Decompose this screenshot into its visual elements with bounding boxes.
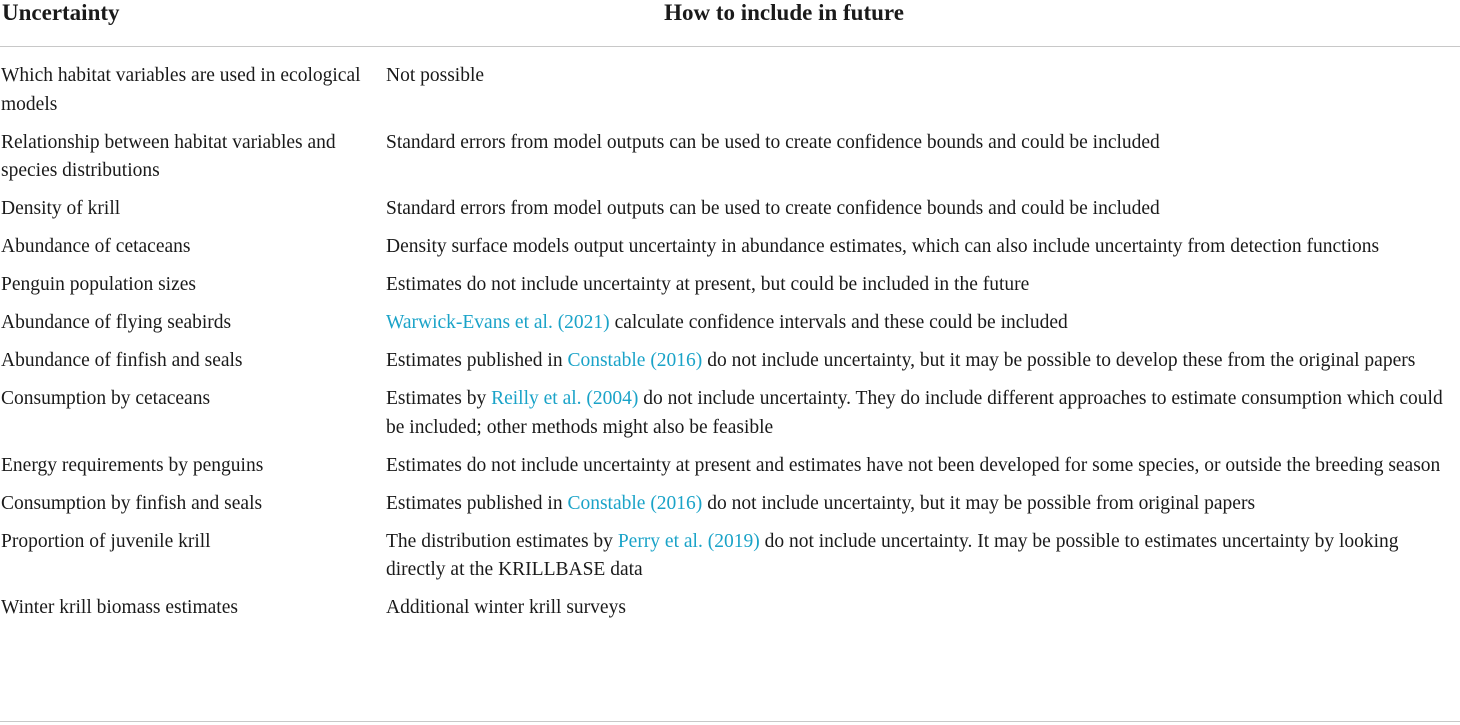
table-row — [0, 452, 1460, 481]
uncertainty-cell: Penguin population sizes — [1, 274, 196, 295]
how-to-include-cell — [384, 385, 1460, 442]
uncertainty-cell: Proportion of juvenile krill — [1, 530, 211, 552]
cell-text: Standard errors from model outputs can be used to create confidence bounds and could be included — [386, 198, 1160, 219]
table-row — [0, 528, 1460, 585]
cell-text: do not include uncertainty. They do include different approaches to estimate consumption which could be included; other methods might also be feasible — [386, 388, 1443, 438]
cell-text: Estimates published in — [386, 492, 568, 514]
table-row — [0, 62, 1460, 119]
reference-link[interactable]: Constable (2016) — [567, 350, 703, 371]
table-body — [0, 62, 1460, 632]
how-to-include-cell — [384, 129, 1460, 158]
cell-text: do not include uncertainty. It may be possible to estimates uncertainty by looking directly at the KRILLBASE data — [386, 530, 1399, 580]
how-to-include-cell — [384, 347, 1460, 376]
cell-text: The distribution estimates by — [386, 530, 618, 552]
cell-text: Not possible — [386, 65, 485, 86]
uncertainty-cell: Winter krill biomass estimates — [1, 597, 238, 618]
reference-link[interactable]: Warwick-Evans et al. (2021) — [386, 312, 610, 333]
how-to-include-cell — [384, 62, 1460, 91]
cell-text: Estimates do not include uncertainty at present, but could be included in the future — [386, 274, 1030, 295]
uncertainty-cell: Energy requirements by penguins — [1, 454, 264, 476]
cell-text: Standard errors from model outputs can be used to create confidence bounds and could be included — [386, 131, 1160, 153]
how-to-include-cell — [384, 309, 1460, 338]
cell-text: Density surface models output uncertainty in abundance estimates, which can also include uncertainty from detection functions — [386, 236, 1380, 257]
cell-text: calculate confidence intervals and these could be included — [609, 312, 1068, 333]
uncertainty-cell: Abundance of finfish and seals — [1, 350, 243, 371]
table-row — [0, 271, 1460, 300]
table-bottom-rule — [0, 721, 1460, 722]
reference-link[interactable]: Constable (2016) — [567, 492, 703, 514]
cell-text: Estimates published in — [386, 350, 568, 371]
cell-text: Estimates by — [386, 388, 492, 409]
how-to-include-cell — [384, 490, 1460, 519]
cell-text: do not include uncertainty, but it may be possible from original papers — [702, 492, 1256, 514]
table-row — [0, 347, 1460, 376]
how-to-include-cell — [384, 271, 1460, 300]
uncertainty-cell: Abundance of flying seabirds — [1, 312, 232, 333]
uncertainty-cell: Consumption by finfish and seals — [1, 492, 263, 514]
how-to-include-cell — [384, 594, 1460, 623]
uncertainty-cell: Consumption by cetaceans — [1, 388, 211, 409]
table-row — [0, 490, 1460, 519]
table-row — [0, 195, 1460, 224]
table-row — [0, 594, 1460, 623]
table-row — [0, 385, 1460, 442]
cell-text: do not include uncertainty, but it may be possible to develop these from the original papers — [702, 350, 1416, 371]
table-row — [0, 309, 1460, 338]
how-to-include-cell — [384, 528, 1460, 585]
header-uncertainty: Uncertainty — [2, 0, 120, 25]
uncertainty-cell: Abundance of cetaceans — [1, 236, 191, 257]
how-to-include-cell — [384, 233, 1460, 262]
uncertainty-cell: Which habitat variables are used in ecological models — [1, 65, 361, 115]
table-header-row — [0, 0, 1460, 47]
header-how-to-include: How to include in future — [664, 0, 904, 25]
cell-text: Additional winter krill surveys — [386, 597, 626, 618]
table-row — [0, 129, 1460, 186]
how-to-include-cell — [384, 452, 1460, 481]
cell-text: Estimates do not include uncertainty at present and estimates have not been developed for some species, or outside the breeding season — [386, 454, 1441, 476]
reference-link[interactable]: Reilly et al. (2004) — [491, 388, 639, 409]
table-row — [0, 233, 1460, 262]
reference-link[interactable]: Perry et al. (2019) — [617, 530, 760, 552]
how-to-include-cell — [384, 195, 1460, 224]
uncertainty-cell: Relationship between habitat variables and species distributions — [1, 131, 336, 181]
uncertainty-cell: Density of krill — [1, 198, 121, 219]
